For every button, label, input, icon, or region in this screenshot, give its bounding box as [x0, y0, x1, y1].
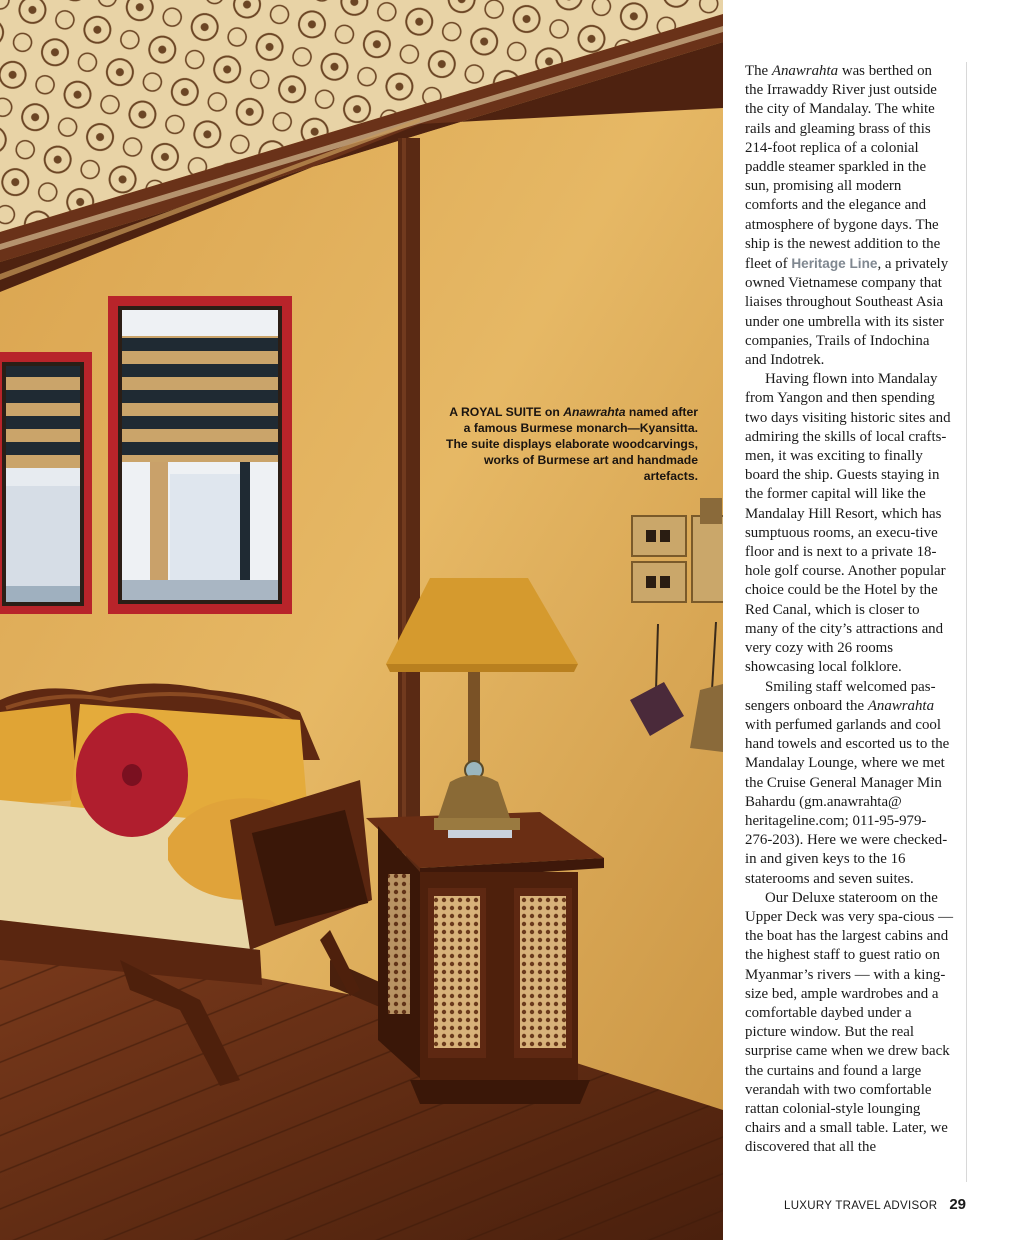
caption-ship-name: Anawrahta — [563, 405, 626, 419]
column-rule — [966, 62, 967, 1182]
caption-lead: A ROYAL SUITE on — [449, 405, 560, 419]
paragraph-4: Our Deluxe stateroom on the Upper Deck was very spa-cious — the boat has the largest cabins and the highest staff to guest ratio on Myanmar’s rivers — with a king-size bed, ample wardrobes and a comfortable daybed under a picture window. But the real surprise came when we drew back the curtains and found a large verandah with two comfortable rattan colonial-style lounging chairs and a small table. Later, we discovered that all the — [745, 889, 953, 1156]
side-table — [366, 812, 604, 1104]
heritage-line-link[interactable]: Heritage Line — [791, 256, 878, 272]
ship-name: Anawrahta — [867, 697, 935, 714]
page-number: 29 — [949, 1196, 966, 1213]
paragraph-1: The Anawrahta was berthed on the Irrawaddy River just outside the city of Mandalay. The white rails and gleaming brass of this 214-foot replica of a colonial paddle steamer sparkled in the sun, promising all modern comforts and the elegance and atmosphere of bygone days. The ship is the newest addition to the fleet of Heritage Line, a privately owned Vietnamese company that liaises throughout Southeast Asia under one umbrella with its sister companies, Trails of Indochina and Indotrek. — [745, 63, 949, 369]
page-footer — [784, 1196, 966, 1213]
paragraph-2: Having flown into Mandalay from Yangon and then spending two days visiting historic sites and admiring the skills of local crafts-men, it was exciting to finally board the ship. Guests staying in the former capital will like the Mandalay Hill Resort, which has sumptuous rooms, an execu-tive floor and is next to a private 18-hole golf course. Another popular choice could be the Hotel by the Red Canal, which is closer to many of the city’s attractions and very cozy with 26 rooms showcasing local folklore. — [745, 371, 951, 676]
magazine-name: LUXURY TRAVEL ADVISOR — [784, 1200, 938, 1212]
photo-caption — [440, 404, 698, 484]
paragraph-3: Smiling staff welcomed pas-sengers onboard the Anawrahta with perfumed garlands and cool hand towels and escorted us to the Mandalay Lounge, where we met the Cruise General Manager Min Bahardu (gm.anawrahta@ heritageline.com; 011-95-979-276-203). Here we were checked-in and given keys to the 16 staterooms and seven suites. — [745, 678, 950, 887]
caption-body: named after a famous Burmese monarch—Kyansitta. The suite displays elaborate woodcarvings, works of Burmese art and handmade artefacts. — [446, 405, 698, 483]
ship-name: Anawrahta — [771, 63, 839, 79]
article-body — [745, 62, 953, 1158]
picture-frame-left — [0, 352, 92, 614]
picture-frame-right — [108, 296, 292, 614]
